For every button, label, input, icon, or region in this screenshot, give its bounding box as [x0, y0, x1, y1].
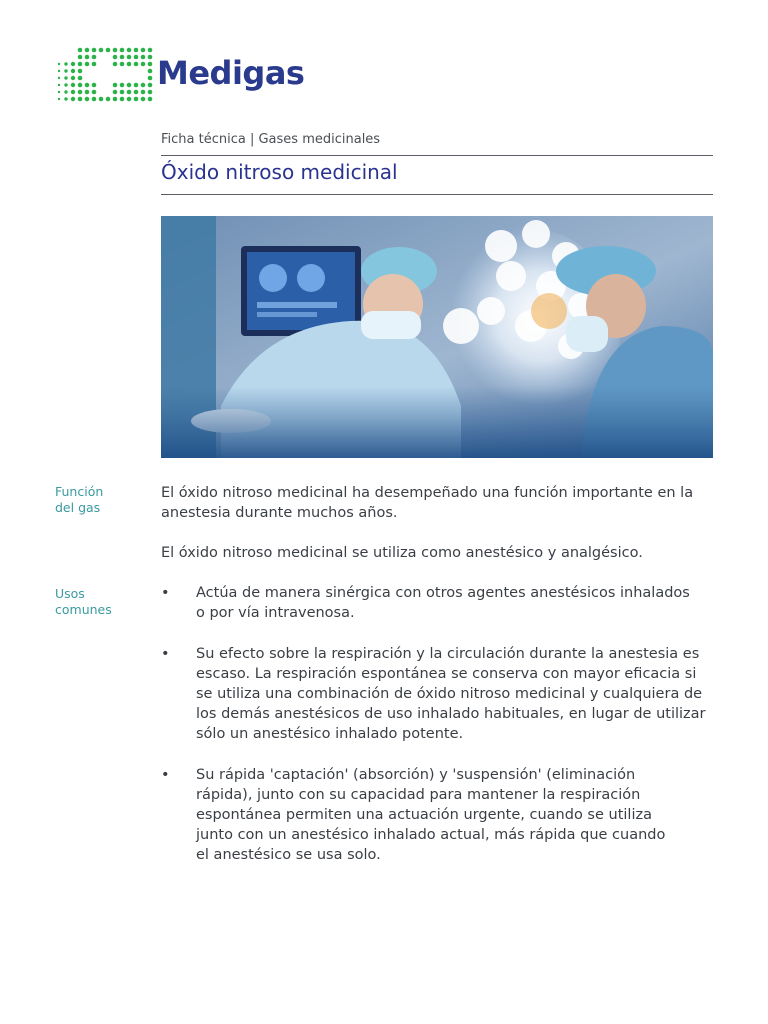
page-title: Óxido nitroso medicinal [161, 160, 398, 184]
bullet-line: junto con un anestésico inhalado actual, más rápida que cuando [196, 827, 666, 843]
label-line: del gas [55, 500, 101, 515]
paragraph-line: El óxido nitroso medicinal ha desempeñado una función importante en la [161, 485, 694, 501]
brand-name: Medigas [157, 54, 305, 92]
bullet-line: el anestésico se usa solo. [196, 847, 381, 863]
document-category: Ficha técnica | Gases medicinales [161, 132, 381, 147]
function-paragraph [161, 483, 721, 523]
label-line: Función [55, 484, 104, 499]
bullet-line: los demás anestésicos de uso inhalado habituales, en lugar de utilizar [196, 706, 706, 722]
bullet-line: espontánea permiten una actuación urgente, cuando se utiliza [196, 807, 652, 823]
bullet-dot: • [161, 646, 170, 662]
bullet-line: sólo un anestésico inhalado potente. [196, 726, 464, 742]
label-line: comunes [55, 602, 112, 617]
usage-paragraph: El óxido nitroso medicinal se utiliza como anestésico y analgésico. [161, 545, 643, 561]
surgery-photo [161, 216, 713, 458]
operating-room-illustration [161, 216, 713, 458]
bullet-line: Actúa de manera sinérgica con otros agentes anestésicos inhalados [196, 585, 690, 601]
section-label-function [55, 484, 103, 516]
bullet-dot: • [161, 767, 170, 783]
bullet-line: Su rápida 'captación' (absorción) y 'suspensión' (eliminación [196, 767, 636, 783]
divider-top [161, 155, 713, 156]
medigas-logo [55, 46, 304, 102]
section-label-uses [55, 586, 112, 618]
medical-cross-dots-icon [55, 46, 153, 102]
label-line: Usos [55, 586, 85, 601]
bullet-line: Su efecto sobre la respiración y la circulación durante la anestesia es [196, 646, 700, 662]
divider-title [161, 194, 713, 195]
bullet-line: o por vía intravenosa. [196, 605, 355, 621]
bullet-line: se utiliza una combinación de óxido nitroso medicinal y cualquiera de [196, 686, 703, 702]
bullet-line: rápida), junto con su capacidad para mantener la respiración [196, 787, 641, 803]
bullet-line: escaso. La respiración espontánea se conserva con mayor eficacia si [196, 666, 697, 682]
paragraph-line: anestesia durante muchos años. [161, 505, 398, 521]
bullet-dot: • [161, 585, 170, 601]
